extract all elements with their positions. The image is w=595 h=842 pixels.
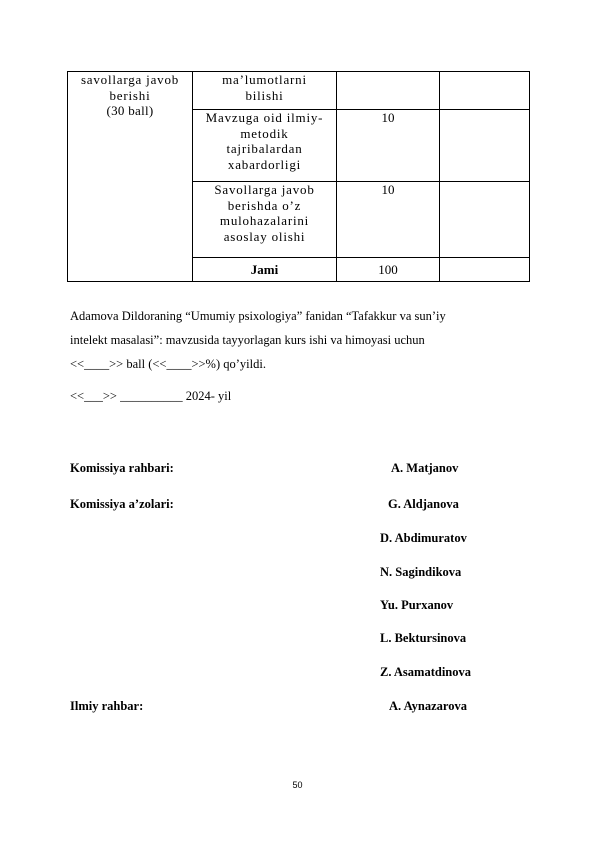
grade-cell: [440, 182, 530, 258]
description-cell: Mavzuga oid ilmiy- metodik tajribalardan xabardorligi: [193, 110, 337, 182]
member-name: Z. Asamatdinova: [380, 665, 471, 679]
advisor-label: Ilmiy rahbar:: [70, 699, 144, 713]
paragraph-line: Adamova Dildoraning “Umumiy psixologiya” fanidan “Tafakkur va sun’iy: [70, 309, 446, 323]
score-cell: [337, 72, 440, 110]
member-name: N. Sagindikova: [380, 565, 462, 579]
grade-cell: [440, 258, 530, 282]
date-line: <<___>> __________ 2024- yil: [70, 389, 232, 403]
member-name: L. Bektursinova: [380, 631, 467, 645]
criterion-cell: savollarga javob berishi (30 ball): [68, 72, 193, 282]
score-cell: 10: [337, 110, 440, 182]
members-label: Komissiya a’zolari:: [70, 497, 174, 511]
advisor-name: A. Aynazarova: [389, 699, 468, 713]
score-cell: 10: [337, 182, 440, 258]
total-label: Jami: [193, 258, 337, 282]
member-name: G. Aldjanova: [388, 497, 459, 511]
chair-name: A. Matjanov: [391, 461, 459, 475]
table-row: [68, 72, 530, 110]
evaluation-table: [67, 71, 530, 282]
grade-cell: [440, 110, 530, 182]
grade-cell: [440, 72, 530, 110]
member-name: D. Abdimuratov: [380, 531, 467, 545]
chair-label: Komissiya rahbari:: [70, 461, 174, 475]
total-value: 100: [337, 258, 440, 282]
paragraph-line: <<____>> ball (<<____>>%) qo’yildi.: [70, 357, 266, 371]
paragraph-line: intelekt masalasi”: mavzusida tayyorlagan kurs ishi va himoyasi uchun: [70, 333, 425, 347]
description-cell: Savollarga javob berishda o’z mulohazalarini asoslay olishi: [193, 182, 337, 258]
description-cell: ma’lumotlarni bilishi: [193, 72, 337, 110]
page-number: 50: [292, 780, 303, 790]
member-name: Yu. Purxanov: [380, 598, 454, 612]
